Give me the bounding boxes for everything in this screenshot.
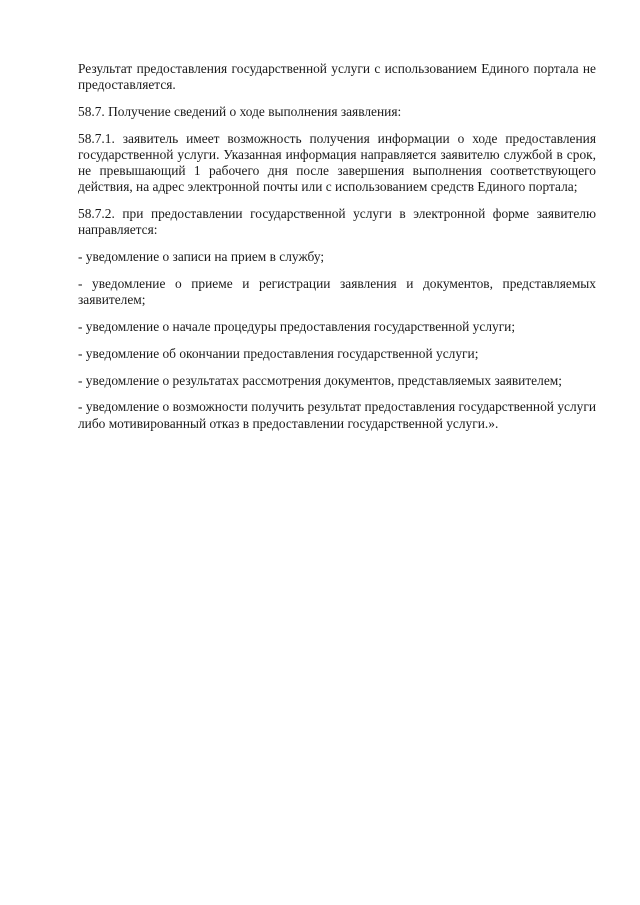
document-page <box>78 61 596 442</box>
paragraph-section-58-7-2: 58.7.2. при предоставлении государственной услуги в электронной форме заявителю направляется: <box>78 206 596 238</box>
list-item-result-availability-notice: - уведомление о возможности получить результат предоставления государственной услуги либо мотивированный отказ в предоставлении государственной услуги.». <box>78 399 596 431</box>
paragraph-section-58-7: 58.7. Получение сведений о ходе выполнения заявления: <box>78 104 402 119</box>
list-item-procedure-start-notice: - уведомление о начале процедуры предоставления государственной услуги; <box>78 319 516 334</box>
list-item-appointment-notice: - уведомление о записи на прием в службу; <box>78 249 325 265</box>
list-item-completion-notice: - уведомление об окончании предоставления государственной услуги; <box>78 345 479 361</box>
paragraph-result-note: Результат предоставления государственной услуги с использованием Единого портала не предоставляется. <box>78 61 596 93</box>
list-item-registration-notice: - уведомление о приеме и регистрации заявления и документов, представляемых заявителем; <box>78 276 596 308</box>
paragraph-section-58-7-1: 58.7.1. заявитель имеет возможность получения информации о ходе предоставления государственной услуги. Указанная информация направляется заявителю службой в срок, не превышающий 1 рабочего дня после завершения выполнения соответствующего действия, на адрес электронной почты или с использованием средств Единого портала; <box>78 130 596 195</box>
list-item-review-results-notice: - уведомление о результатах рассмотрения документов, представляемых заявителем; <box>78 372 562 388</box>
